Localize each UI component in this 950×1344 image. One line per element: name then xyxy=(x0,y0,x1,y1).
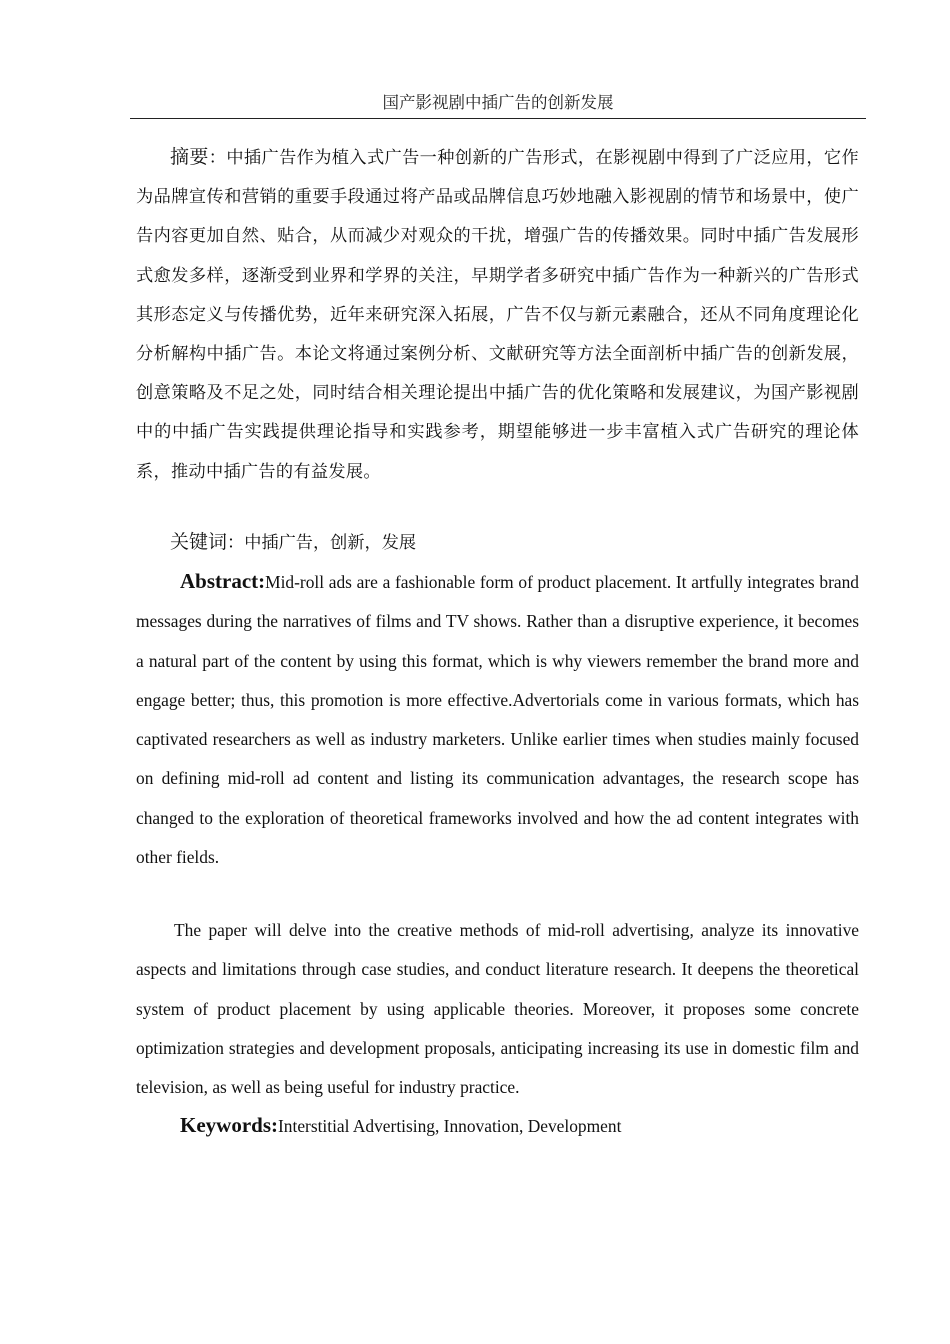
english-keywords-text: Interstitial Advertising, Innovation, Development xyxy=(278,1116,622,1136)
header-title: 国产影视剧中插广告的创新发展 xyxy=(382,93,614,112)
english-keywords xyxy=(180,1108,621,1143)
chinese-keywords-colon: ： xyxy=(227,533,245,553)
chinese-abstract-colon: ： xyxy=(208,148,227,168)
english-abstract-paragraph-1 xyxy=(136,562,859,877)
chinese-keywords xyxy=(170,526,416,559)
chinese-keywords-text: 中插广告，创新，发展 xyxy=(244,533,417,553)
english-abstract-text-1: Mid-roll ads are a fashionable form of product placement. It artfully integrates brand messages during the narratives of films and TV shows. Rather than a disruptive experience, it becomes a natural part of the content by using this format, which is why viewers remember the brand more and engage better; thus, this promotion is more effective.Advertorials come in various formats, which has captivated researchers as well as industry marketers. Unlike earlier times when studies mainly focused on defining mid-roll ad content and listing its communication advantages, the research scope has changed to the exploration of theoretical frameworks involved and how the ad content integrates with other fields. xyxy=(136,572,859,868)
english-abstract-label: Abstract: xyxy=(180,569,266,593)
chinese-abstract xyxy=(136,138,859,492)
english-abstract-paragraph-2 xyxy=(136,911,859,1107)
english-abstract-text-2: The paper will delve into the creative methods of mid-roll advertising, analyze its innovative aspects and limitations through case studies, and conduct literature research. It deepens the theoretical system of product placement by using applicable theories. Moreover, it proposes some concrete optimization strategies and development proposals, anticipating increasing its use in domestic film and television, as well as being useful for industry practice. xyxy=(136,920,859,1098)
chinese-abstract-text: 中插广告作为植入式广告一种创新的广告形式，在影视剧中得到了广泛应用，它作为品牌宣传和营销的重要手段通过将产品或品牌信息巧妙地融入影视剧的情节和场景中，使广告内容更加自然、贴合，从而减少对观众的干扰，增强广告的传播效果。同时中插广告发展形式愈发多样，逐渐受到业界和学界的关注，早期学者多研究中插广告作为一种新兴的广告形式其形态定义与传播优势，近年来研究深入拓展，广告不仅与新元素融合，还从不同角度理论化分析解构中插广告。本论文将通过案例分析、文献研究等方法全面剖析中插广告的创新发展，创意策略及不足之处，同时结合相关理论提出中插广告的优化策略和发展建议，为国产影视剧中的中插广告实践提供理论指导和实践参考，期望能够进一步丰富植入式广告研究的理论体系，推动中插广告的有益发展。 xyxy=(136,148,859,482)
english-keywords-label: Keywords: xyxy=(180,1113,278,1137)
chinese-abstract-label: 摘要 xyxy=(170,146,209,168)
running-header xyxy=(130,90,866,119)
chinese-keywords-label: 关键词 xyxy=(170,531,228,553)
